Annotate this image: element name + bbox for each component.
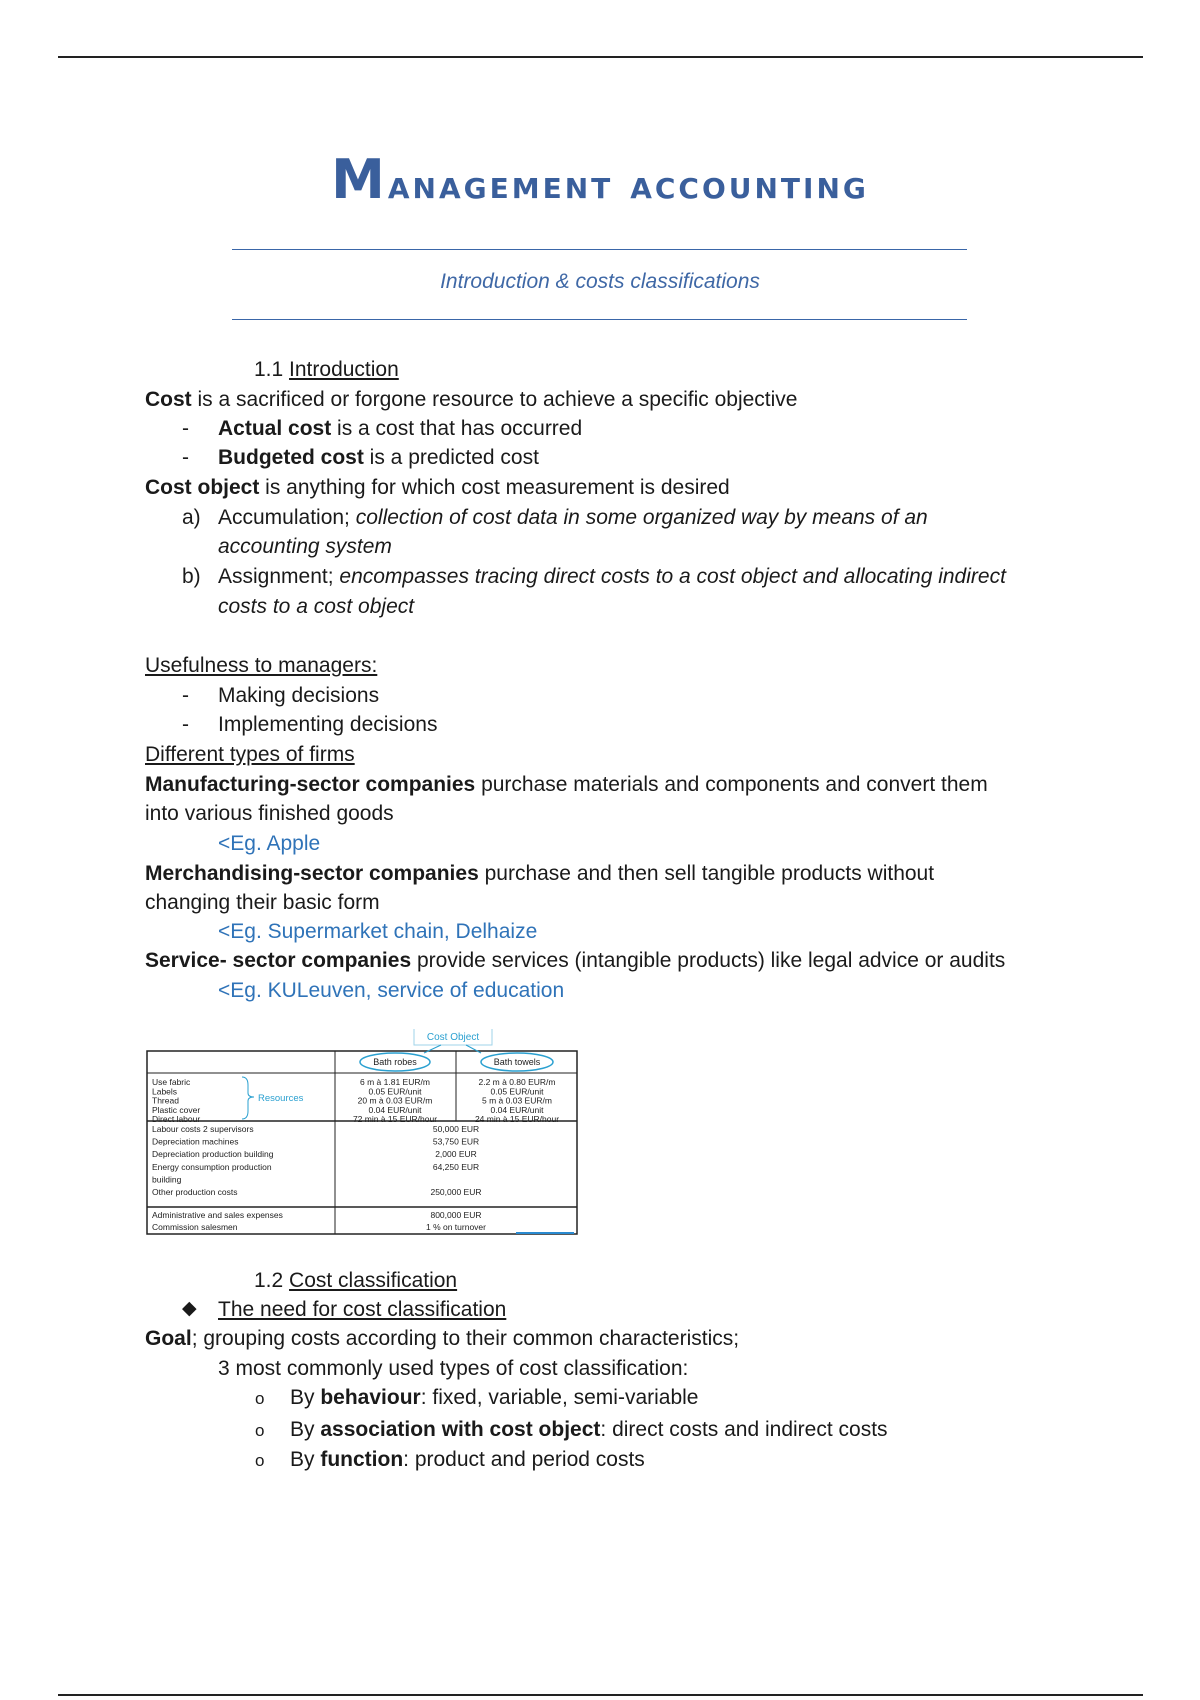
direct-cost-item: Labels [152,1086,178,1097]
firms-heading: Different types of firms [145,743,355,766]
bath-towels-value: 0.05 EUR/unit [490,1086,544,1097]
bath-robes-value: 20 m à 0.03 EUR/m [357,1095,433,1106]
merchandising-example: <Eg. Supermarket chain, Delhaize [218,920,538,943]
cost-definition: Cost is a sacrificed or forgone resource to achieve a specific objective [145,388,798,411]
bath-towels-value: 24 min à 15 EUR/hour [474,1114,560,1125]
indirect-cost-item: Labour costs 2 supervisors [152,1124,254,1134]
col-bath-towels: Bath towels [493,1057,541,1067]
assignment-item-cont: costs to a cost object [218,595,415,618]
indirect-cost-item: Energy consumption production [152,1161,272,1172]
usefulness-item: Implementing decisions [218,713,438,736]
cost-object-label: Cost Object [426,1032,480,1043]
classification-behaviour: By behaviour: fixed, variable, semi-variable [290,1386,699,1409]
section-1-2-heading: 1.2 Cost classification [254,1269,458,1292]
merchandising-definition-cont: changing their basic form [145,891,380,914]
diamond-bullet: ◆ [182,1298,197,1319]
classification-association: By association with cost object: direct costs and indirect costs [290,1418,888,1441]
document-title: Management accounting [331,148,869,211]
bath-towels-value: 2.2 m à 0.80 EUR/m [478,1077,556,1087]
bath-robes-value: 6 m à 1.81 EUR/m [360,1077,430,1087]
classification-function: By function: product and period costs [290,1448,645,1471]
indirect-cost-value: 53,750 EUR [432,1136,480,1147]
cost-object-definition: Cost object is anything for which cost measurement is desired [145,476,730,499]
direct-cost-item: Plastic cover [152,1104,201,1115]
merchandising-definition: Merchandising-sector companies purchase and then sell tangible products without [145,862,935,885]
bottom-rule [58,1694,1143,1696]
indirect-cost-item: building [152,1174,182,1185]
cost-object-table [146,1029,578,1235]
circle-bullet: o [255,1421,265,1440]
top-rule [58,56,1143,58]
bath-towels-value: 0.04 EUR/unit [490,1104,544,1115]
indirect-cost-value: 2,000 EUR [435,1149,477,1160]
usefulness-heading: Usefulness to managers: [145,654,378,677]
admin-cost-value: 800,000 EUR [430,1210,482,1220]
accumulation-item: Accumulation; collection of cost data in some organized way by means of an [218,506,928,529]
resources-label: Resources [258,1093,304,1104]
col-bath-robes: Bath robes [373,1057,417,1067]
classification-intro: 3 most commonly used types of cost classification: [218,1357,689,1380]
actual-cost-item: Actual cost is a cost that has occurred [218,417,583,440]
section-1-1-heading: 1.1 Introduction [254,358,399,381]
bath-robes-value: 72 min à 15 EUR/hour [352,1114,438,1125]
bath-towels-value: 5 m à 0.03 EUR/m [482,1095,552,1106]
indirect-cost-value: 64,250 EUR [432,1161,480,1172]
dash-marker: - [182,684,189,707]
admin-cost-item: Commission salesmen [152,1222,238,1232]
indirect-cost-item: Other production costs [152,1187,238,1197]
document-subtitle: Introduction & costs classifications [440,270,760,293]
budgeted-cost-item: Budgeted cost is a predicted cost [218,446,539,469]
goal-definition: Goal; grouping costs according to their common characteristics; [145,1327,740,1350]
indirect-cost-value: 250,000 EUR [430,1187,482,1197]
list-marker-b: b) [182,565,201,588]
indirect-cost-item: Depreciation machines [152,1136,239,1147]
direct-cost-item: Thread [152,1095,179,1106]
usefulness-item: Making decisions [218,684,380,707]
dash-marker: - [182,713,189,736]
service-example: <Eg. KULeuven, service of education [218,979,565,1002]
bath-robes-value: 0.05 EUR/unit [368,1086,422,1097]
indirect-cost-item: Depreciation production building [152,1149,274,1160]
admin-cost-item: Administrative and sales expenses [152,1210,283,1220]
admin-cost-value: 1 % on turnover [425,1222,487,1232]
bath-robes-value: 0.04 EUR/unit [368,1104,422,1115]
list-marker-a: a) [182,506,201,529]
direct-cost-item: Use fabric [152,1077,191,1087]
circle-bullet: o [255,1451,265,1470]
direct-cost-item: Direct labour [152,1114,201,1125]
manufacturing-definition: Manufacturing-sector companies purchase materials and components and convert them [145,773,988,796]
service-definition: Service- sector companies provide services (intangible products) like legal advice or audits [145,949,1006,972]
manufacturing-example: <Eg. Apple [218,832,321,855]
dash-marker: - [182,417,189,440]
title-rule-lower [232,319,967,320]
indirect-cost-value: 50,000 EUR [432,1124,480,1134]
circle-bullet: o [255,1389,265,1408]
dash-marker: - [182,446,189,469]
title-rule-upper [232,249,967,250]
cost-classification-need: The need for cost classification [218,1298,507,1321]
accumulation-item-cont: accounting system [218,535,392,558]
assignment-item: Assignment; encompasses tracing direct costs to a cost object and allocating indirect [218,565,1006,588]
manufacturing-definition-cont: into various finished goods [145,802,394,825]
